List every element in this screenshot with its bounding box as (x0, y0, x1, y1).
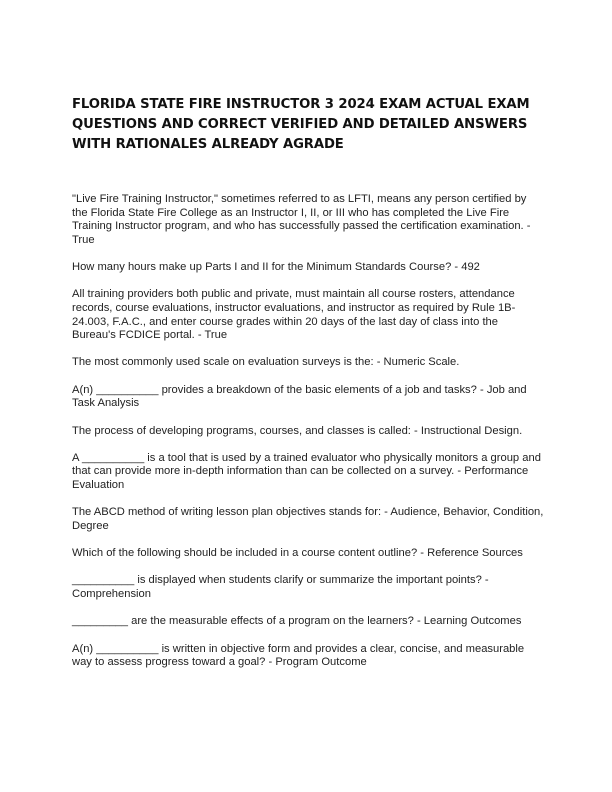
qa-item-3: All training providers both public and private, must maintain all course rosters, attendance records, course evaluations, instructor evaluations, and instructor as required by Rule 1B-24.003, F.A.C., and enter course grades within 20 days of the last day of class into the Bureau's FCDICE portal. - True (72, 288, 516, 342)
qa-item-4: The most commonly used scale on evaluation surveys is the: - Numeric Scale. (72, 356, 460, 369)
qa-item-8: The ABCD method of writing lesson plan objectives stands for: - Audience, Behavior, Condition, Degree (72, 506, 544, 532)
qa-item-10: __________ is displayed when students clarify or summarize the important points? - Comprehension (72, 574, 489, 601)
qa-item-2: How many hours make up Parts I and II for the Minimum Standards Course? - 492 (72, 261, 480, 274)
document-title: FLORIDA STATE FIRE INSTRUCTOR 3 2024 EXAM ACTUAL EXAM QUESTIONS AND CORRECT VERIFIED AND DETAILED ANSWERS WITH RATIONALES ALREADY AGRADE (72, 97, 530, 152)
qa-item-7: A __________ is a tool that is used by a trained evaluator who physically monitors a group and that can provide more in-depth information than can be collected on a survey. - Performance Evaluation (72, 451, 541, 492)
qa-item-5: A(n) __________ provides a breakdown of the basic elements of a job and tasks? - Job and Task Analysis (72, 383, 527, 410)
qa-item-12: A(n) __________ is written in objective form and provides a clear, concise, and measurable way to assess progress toward a goal? - Program Outcome (72, 642, 525, 669)
qa-item-9: Which of the following should be included in a course content outline? - Reference Sources (72, 547, 523, 560)
qa-list (72, 193, 544, 684)
qa-item-1: "Live Fire Training Instructor," sometimes referred to as LFTI, means any person certified by the Florida State Fire College as an Instructor I, II, or III who has completed the Live Fire Training Instructor program, and who has successfully passed the certification examination. - True (72, 193, 531, 246)
qa-item-6: The process of developing programs, courses, and classes is called: - Instructional Design. (72, 424, 523, 437)
qa-item-11: _________ are the measurable effects of a program on the learners? - Learning Outcomes (72, 615, 522, 628)
